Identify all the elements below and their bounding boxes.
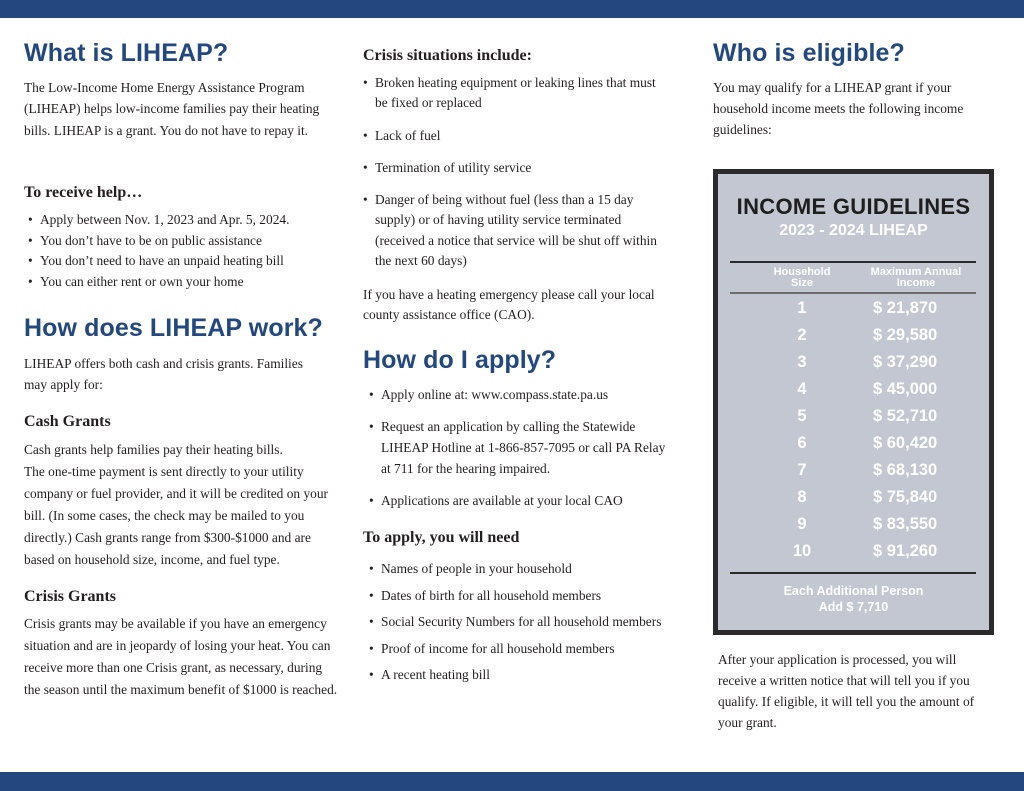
list-item: • Dates of birth for all household members — [369, 583, 661, 610]
list-item: • A recent heating bill — [369, 662, 661, 689]
table-row — [718, 434, 989, 461]
table-row — [718, 299, 989, 326]
list-item: • Apply online at: www.compass.state.pa.us — [369, 387, 609, 402]
income-guidelines-table — [713, 169, 994, 635]
top-banner-bar — [0, 0, 1024, 18]
income-cell: $ 91,260 — [873, 542, 938, 560]
list-item: • You can either rent or own your home — [28, 272, 289, 293]
what-is-liheap-text: The Low-Income Home Energy Assistance Program (LIHEAP) helps low-income families pay their heating bills. LIHEAP is a grant. You do not have to repay it. — [24, 80, 320, 138]
header-line: Household — [773, 266, 831, 278]
household-size-cell: 10 — [792, 542, 812, 560]
list-item-text: Termination of utility service — [375, 160, 532, 175]
household-size-cell: 8 — [797, 488, 807, 506]
cash-grants-intro: Cash grants help families pay their heating bills. — [24, 442, 283, 457]
list-item: • Request an application by calling the Statewide LIHEAP Hotline at 1-866-857-7095 or call PA Relay at 711 for the hearing impaired. — [369, 419, 666, 476]
table-footer-rule — [730, 572, 976, 574]
table-row — [718, 407, 989, 434]
household-size-cell: 6 — [797, 434, 807, 452]
household-size-cell: 5 — [797, 407, 807, 425]
how-does-liheap-work-text: LIHEAP offers both cash and crisis grants. Families may apply for: — [24, 356, 303, 393]
table-header-bottom-rule — [730, 292, 976, 294]
header-line: Maximum Annual — [870, 266, 962, 278]
income-cell: $ 83,550 — [873, 515, 938, 533]
household-size-cell: 2 — [797, 326, 807, 344]
list-item: • Names of people in your household — [369, 556, 661, 583]
table-header-top-rule — [730, 261, 976, 263]
list-item: • Apply between Nov. 1, 2023 and Apr. 5, 2024. — [28, 210, 289, 231]
table-row — [718, 542, 989, 569]
table-row — [718, 353, 989, 380]
cash-grants-heading: Cash Grants — [24, 413, 111, 430]
income-cell: $ 45,000 — [873, 380, 938, 398]
list-item-text: Danger of being without fuel (less than a 15 day supply) or of having utility service terminated (received a notice that service will be shut off within the next 60 days) — [375, 192, 657, 269]
maximum-income-column-header — [856, 267, 976, 289]
income-guidelines-subtitle: 2023 - 2024 LIHEAP — [779, 222, 928, 239]
apply-online-text: Apply online at: www.compass.state.pa.us — [381, 387, 609, 402]
table-row — [718, 380, 989, 407]
receive-help-list — [28, 210, 289, 293]
who-is-eligible-heading: Who is eligible? — [713, 39, 905, 67]
table-row — [718, 515, 989, 542]
income-cell: $ 60,420 — [873, 434, 938, 452]
crisis-situations-heading: Crisis situations include: — [363, 47, 532, 64]
bottom-banner-bar — [0, 772, 1024, 791]
heating-emergency-text: If you have a heating emergency please call your local county assistance office (CAO). — [363, 287, 655, 323]
list-item: • Lack of fuel — [363, 128, 441, 143]
list-item: • Social Security Numbers for all household members — [369, 609, 661, 636]
required-documents-list — [369, 556, 661, 689]
to-receive-help-heading: To receive help… — [24, 184, 143, 201]
list-item-text: Lack of fuel — [375, 128, 441, 143]
additional-person-label: Each Additional Person — [783, 584, 924, 598]
header-line: Income — [896, 277, 936, 289]
what-is-liheap-heading: What is LIHEAP? — [24, 39, 229, 67]
household-size-column-header — [762, 267, 842, 289]
list-item-text: Broken heating equipment or leaking lines that must be fixed or replaced — [375, 75, 656, 111]
table-row — [718, 326, 989, 353]
income-cell: $ 68,130 — [873, 461, 938, 479]
list-item: • You don’t have to be on public assistance — [28, 231, 289, 252]
after-application-text: After your application is processed, you will receive a written notice that will tell you if you qualify. If eligible, it will tell you the amount of your grant. — [718, 652, 975, 730]
list-item: • Termination of utility service — [363, 160, 532, 175]
household-size-cell: 7 — [797, 461, 807, 479]
crisis-grants-heading: Crisis Grants — [24, 588, 116, 605]
household-size-cell: 3 — [797, 353, 807, 371]
table-row — [718, 488, 989, 515]
income-cell: $ 75,840 — [873, 488, 938, 506]
list-item: • Broken heating equipment or leaking lines that must be fixed or replaced — [363, 75, 656, 111]
household-size-cell: 9 — [797, 515, 807, 533]
income-cell: $ 52,710 — [873, 407, 938, 425]
cash-grants-text: The one-time payment is sent directly to your utility company or fuel provider, and it will be credited on your bill. (In some cases, the check may be mailed to you directly.) Cash grants range from $300-$1000 and are based on household size, income, and fuel type. — [24, 464, 329, 567]
household-size-cell: 4 — [797, 380, 807, 398]
how-do-i-apply-heading: How do I apply? — [363, 346, 557, 374]
income-cell: $ 21,870 — [873, 299, 938, 317]
local-cao-text: Applications are available at your local CAO — [381, 493, 623, 508]
list-item: • You don’t need to have an unpaid heating bill — [28, 251, 289, 272]
income-cell: $ 29,580 — [873, 326, 938, 344]
list-item: • Proof of income for all household members — [369, 636, 661, 663]
header-line: Size — [790, 277, 813, 289]
additional-person-amount: Add $ 7,710 — [818, 600, 889, 614]
hotline-text: Request an application by calling the Statewide LIHEAP Hotline at 1-866-857-7095 or call PA Relay at 711 for the hearing impaired. — [381, 419, 666, 476]
to-apply-you-will-need-heading: To apply, you will need — [363, 529, 520, 546]
who-is-eligible-text: You may qualify for a LIHEAP grant if your household income meets the following income guidelines: — [713, 80, 964, 137]
how-does-liheap-work-heading: How does LIHEAP work? — [24, 314, 323, 342]
table-row — [718, 461, 989, 488]
list-item: • Danger of being without fuel (less than a 15 day supply) or of having utility service terminated (received a notice that service will be shut off within the next 60 days) — [363, 192, 657, 269]
income-guidelines-title: INCOME GUIDELINES — [736, 194, 971, 219]
income-cell: $ 37,290 — [873, 353, 938, 371]
crisis-grants-text: Crisis grants may be available if you have an emergency situation and are in jeopardy of losing your heat. You can receive more than one Crisis grant, as necessary, during the season until the maximum benefit of $1000 is reached. — [24, 616, 338, 697]
household-size-cell: 1 — [797, 299, 807, 317]
list-item: • Applications are available at your local CAO — [369, 493, 623, 508]
